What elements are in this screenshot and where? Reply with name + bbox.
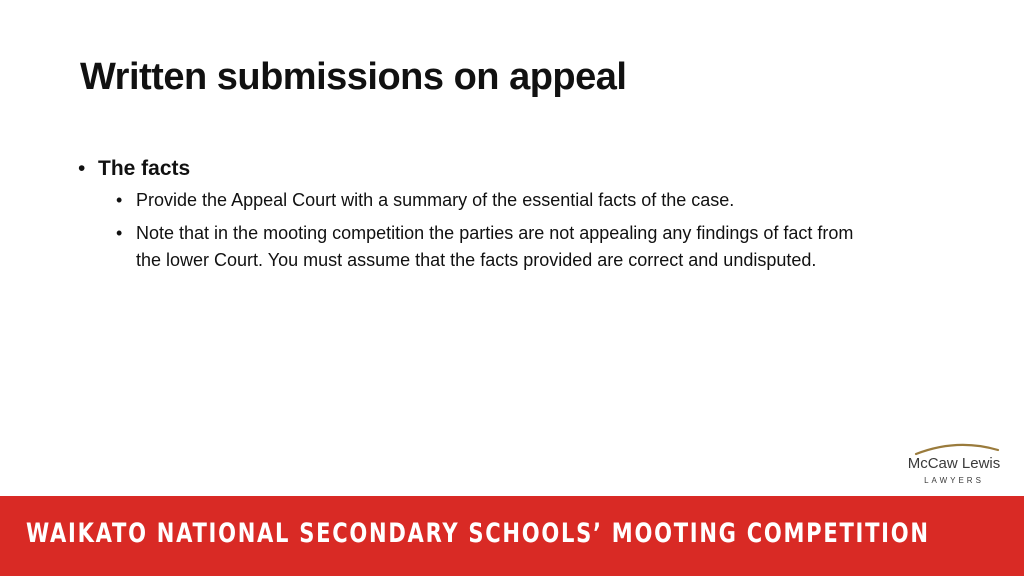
sub-bullet-marker: • <box>116 190 123 210</box>
sub-bullet-marker: • <box>116 223 123 243</box>
slide-content <box>78 154 938 280</box>
bullet-the-facts <box>78 154 938 184</box>
sub-bullet-note <box>78 220 866 274</box>
sub-bullet-list <box>78 187 938 274</box>
bullet-heading: The facts <box>98 157 191 180</box>
logo-name: McCaw Lewis <box>907 455 1001 472</box>
sub-bullet-summary <box>78 187 866 214</box>
bullet-marker: • <box>78 157 86 180</box>
mccaw-lewis-logo <box>892 440 1016 490</box>
sub-bullet-text: Note that in the mooting competition the parties are not appealing any findings of fact from the lower Court. You must assume that the facts provided are correct and undisputed. <box>136 223 854 270</box>
logo-arc-icon <box>912 440 1002 456</box>
logo-subtitle: LAWYERS <box>924 476 984 485</box>
banner-text: WAIKATO NATIONAL SECONDARY SCHOOLS’ MOOTING COMPETITION <box>26 518 930 549</box>
competition-banner <box>0 496 1024 576</box>
slide-title: Written submissions on appeal <box>80 56 627 98</box>
sub-bullet-text: Provide the Appeal Court with a summary of the essential facts of the case. <box>136 190 735 210</box>
